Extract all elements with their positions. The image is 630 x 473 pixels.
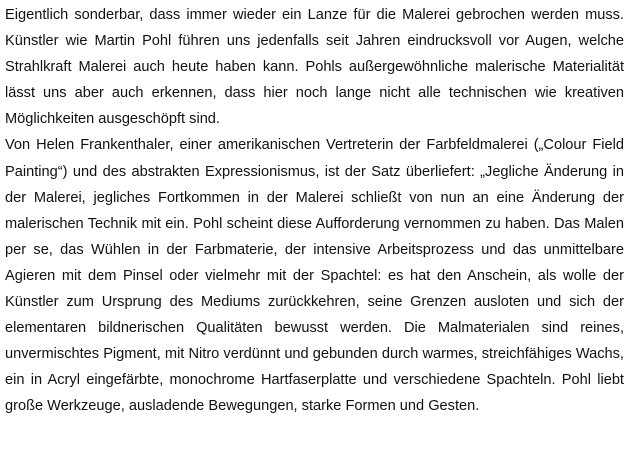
text-line: malerischen Technik mit ein. Pohl scheint diese Aufforderung vernommen zu haben. Das Malen bbox=[5, 215, 624, 232]
text-line: Möglichkeiten ausgeschöpft sind. bbox=[5, 111, 220, 128]
paragraph-frankenthaler bbox=[5, 132, 624, 419]
text-line: der Malerei, jegliches Fortkommen in der Malerei schließt von nun an eine Änderung der bbox=[5, 189, 624, 206]
document-page bbox=[5, 2, 624, 420]
text-line: große Werkzeuge, ausladende Bewegungen, starke Formen und Gesten. bbox=[5, 398, 480, 415]
paragraph-intro bbox=[5, 2, 624, 132]
text-line: per se, das Wühlen in der Farbmaterie, der intensive Arbeitsprozess und das unmittelbare bbox=[5, 241, 624, 258]
text-line: Eigentlich sonderbar, dass immer wieder ein Lanze für die Malerei gebrochen werden muss. bbox=[5, 7, 624, 23]
text-line: ein in Acryl eingefärbte, monochrome Hartfaserplatte und verschiedene Spachteln. Pohl liebt bbox=[5, 372, 624, 389]
text-line: lässt uns aber auch erkennen, dass hier noch lange nicht alle technischen wie kreativen bbox=[5, 85, 624, 102]
text-line: elementaren bildnerischen Qualitäten bewusst werden. Die Malmaterialen sind reines, bbox=[5, 320, 624, 337]
text-line: Painting“) und des abstrakten Expressionismus, ist der Satz überliefert: „Jegliche Änderung in bbox=[5, 163, 624, 180]
text-line: unvermischtes Pigment, mit Nitro verdünnt und gebunden durch warmes, streichfähiges Wachs, bbox=[5, 346, 624, 363]
text-line: Künstler wie Martin Pohl führen uns jedenfalls seit Jahren eindrucksvoll vor Augen, welche bbox=[5, 33, 624, 50]
text-line: Strahlkraft Malerei auch heute haben kann. Pohls außergewöhnliche malerische Materialität bbox=[5, 59, 624, 76]
text-line: Künstler zum Ursprung des Mediums zurückkehren, seine Grenzen ausloten und sich der bbox=[5, 294, 624, 311]
text-line: Von Helen Frankenthaler, einer amerikanischen Vertreterin der Farbfeldmalerei („Colour Field bbox=[5, 137, 624, 154]
text-line: Agieren mit dem Pinsel oder vielmehr mit der Spachtel: es hat den Anschein, als wolle der bbox=[5, 267, 624, 284]
